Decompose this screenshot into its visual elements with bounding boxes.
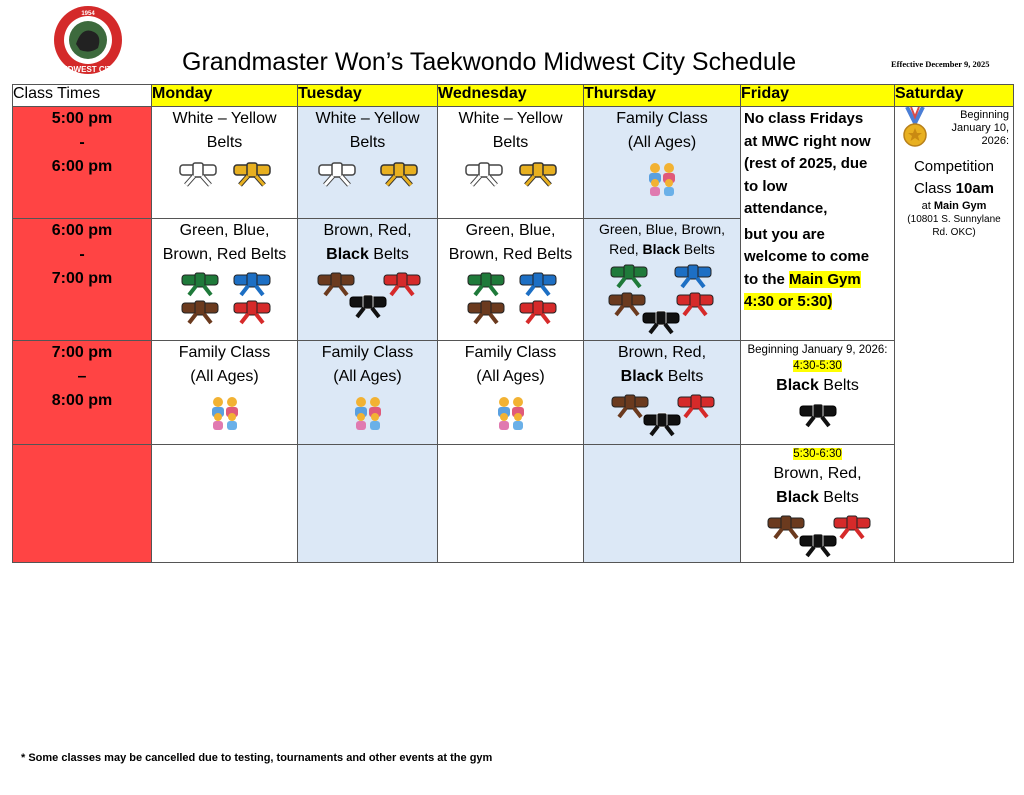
footnote: * Some classes may be cancelled due to testing, tournaments and other events at the gym xyxy=(21,752,493,764)
row-5pm xyxy=(13,107,1014,219)
header-row xyxy=(13,85,1014,107)
family-icon xyxy=(644,161,680,197)
time-slot-empty xyxy=(13,445,152,563)
brown-red-black-belts-icon xyxy=(310,269,426,323)
col-wednesday: Wednesday xyxy=(438,85,584,107)
cell-tue-empty xyxy=(298,445,438,563)
medal-icon xyxy=(901,107,929,151)
cell-mon-6: Green, Blue, Brown, Red Belts xyxy=(152,219,298,341)
col-tuesday: Tuesday xyxy=(298,85,438,107)
four-belts-icon xyxy=(170,269,280,327)
cell-thu-7: Brown, Red, Black Belts xyxy=(584,341,741,445)
row-7pm xyxy=(13,341,1014,445)
brown-red-black-belts-icon xyxy=(604,391,720,441)
row-extra xyxy=(13,445,1014,563)
schedule-table xyxy=(12,84,1014,563)
col-class-times: Class Times xyxy=(13,85,152,107)
cell-mon-empty xyxy=(152,445,298,563)
black-belt-icon xyxy=(795,400,841,432)
col-thursday: Thursday xyxy=(584,85,741,107)
cell-thu-empty xyxy=(584,445,741,563)
logo-year: 1954 xyxy=(81,11,95,17)
col-monday: Monday xyxy=(152,85,298,107)
cell-mon-7: Family Class (All Ages) xyxy=(152,341,298,445)
school-logo xyxy=(52,4,124,76)
time-slot: 6:00 pm - 7:00 pm xyxy=(13,219,152,341)
cell-fri-5-7: No class Fridays at MWC right now (rest of 2025, due to low attendance, but you are welcome to come to the Main Gym 4:30 or 5:30) xyxy=(741,107,895,341)
cell-wed-7: Family Class (All Ages) xyxy=(438,341,584,445)
effective-date: Effective December 9, 2025 xyxy=(891,59,990,69)
brown-red-black-belts-icon xyxy=(760,512,876,562)
cell-tue-7: Family Class (All Ages) xyxy=(298,341,438,445)
time-slot: 7:00 pm – 8:00 pm xyxy=(13,341,152,445)
family-icon xyxy=(207,395,243,431)
five-belts-icon xyxy=(597,261,727,337)
cell-wed-empty xyxy=(438,445,584,563)
col-saturday: Saturday xyxy=(895,85,1014,107)
cell-fri-7: Beginning January 9, 2026: 4:30-5:30 Black Belts xyxy=(741,341,895,445)
logo-text: MIDWEST CITY xyxy=(58,65,118,74)
white-yellow-belts-icon xyxy=(170,157,280,187)
cell-thu-6: Green, Blue, Brown, Red, Black Belts xyxy=(584,219,741,341)
page-title: Grandmaster Won’s Taekwondo Midwest City Schedule xyxy=(182,48,797,76)
cell-thu-5: Family Class (All Ages) xyxy=(584,107,741,219)
cell-fri-530: 5:30-6:30 Brown, Red, Black Belts xyxy=(741,445,895,563)
cell-tue-6: Brown, Red, Black Belts xyxy=(298,219,438,341)
col-friday: Friday xyxy=(741,85,895,107)
yellow-belt-icon xyxy=(234,163,270,185)
cell-saturday: Beginning January 10, 2026: Competition Class 10am at Main Gym (10801 S. Sunnylane Rd. OKC) xyxy=(895,107,1014,563)
white-belt-icon xyxy=(180,163,216,185)
cell-mon-5: White – Yellow Belts xyxy=(152,107,298,219)
family-icon xyxy=(350,395,386,431)
white-yellow-belts-icon xyxy=(456,157,566,187)
family-icon xyxy=(493,395,529,431)
cell-tue-5: White – Yellow Belts xyxy=(298,107,438,219)
white-yellow-belts-icon xyxy=(313,157,423,187)
time-slot: 5:00 pm - 6:00 pm xyxy=(13,107,152,219)
cell-wed-6: Green, Blue, Brown, Red Belts xyxy=(438,219,584,341)
four-belts-icon xyxy=(456,269,566,327)
cell-wed-5: White – Yellow Belts xyxy=(438,107,584,219)
